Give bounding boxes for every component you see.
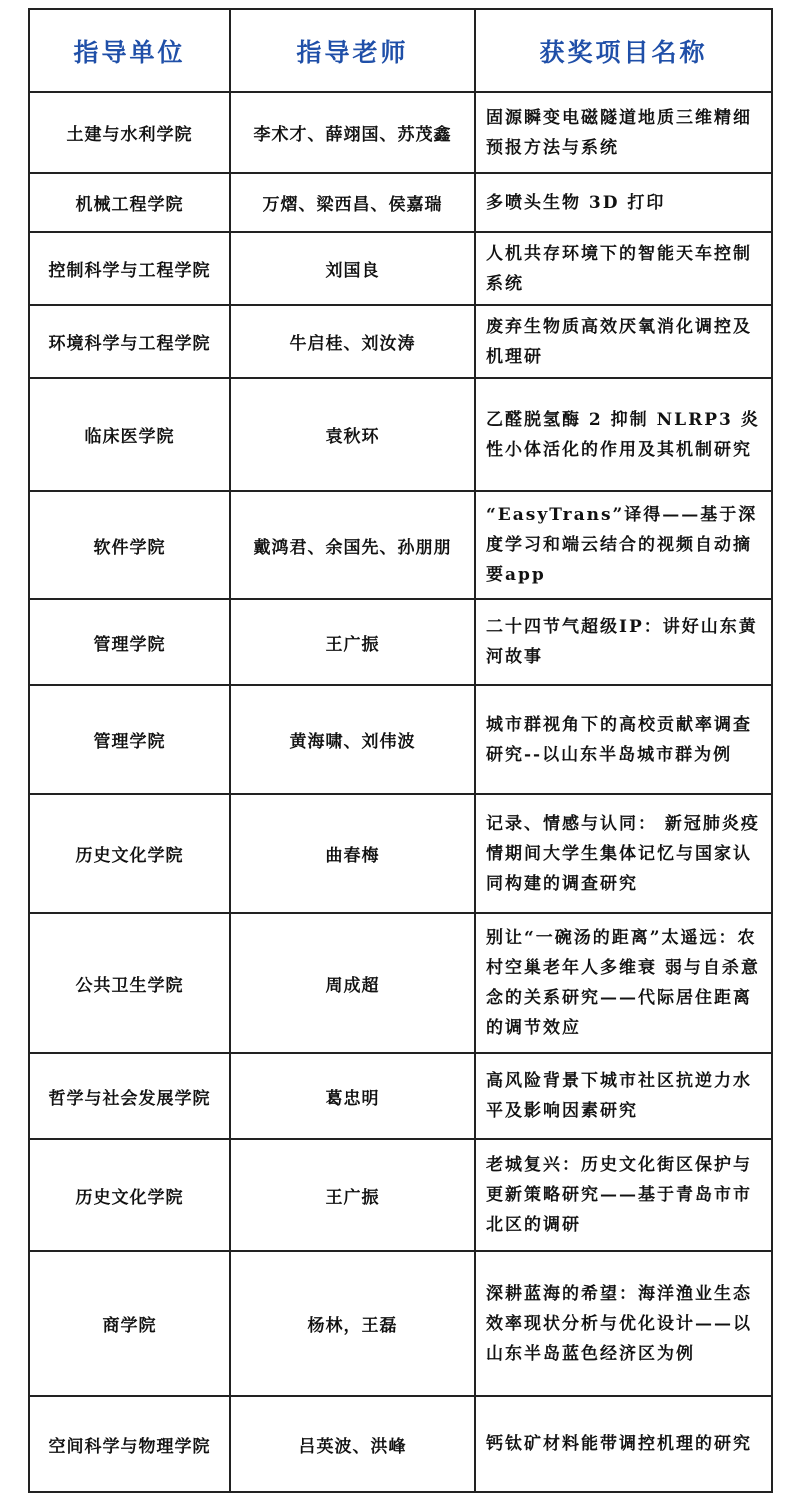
project-cell: 钙钛矿材料能带调控机理的研究 [475,1396,772,1492]
table-row [29,913,772,1053]
project-cell: 废弃生物质高效厌氧消化调控及机理研 [475,305,772,378]
project-cell: 别让“一碗汤的距离”太遥远：农村空巢老年人多维衰 弱与自杀意念的关系研究——代际居住距离的调节效应 [475,913,772,1053]
teacher-cell: 袁秋环 [230,378,475,491]
project-cell: 多喷头生物 3D 打印 [475,173,772,232]
project-cell: 高风险背景下城市社区抗逆力水平及影响因素研究 [475,1053,772,1139]
unit-cell: 公共卫生学院 [29,913,230,1053]
project-cell: “EasyTrans”译得——基于深度学习和端云结合的视频自动摘要app [475,491,772,599]
unit-cell: 软件学院 [29,491,230,599]
unit-cell: 管理学院 [29,685,230,794]
project-cell: 人机共存环境下的智能天车控制系统 [475,232,772,305]
table-row [29,491,772,599]
unit-cell: 机械工程学院 [29,173,230,232]
teacher-cell: 牛启桂、刘汝涛 [230,305,475,378]
table-row [29,685,772,794]
project-cell: 记录、情感与认同： 新冠肺炎疫情期间大学生集体记忆与国家认同构建的调查研究 [475,794,772,913]
teacher-cell: 万熠、梁西昌、侯嘉瑞 [230,173,475,232]
unit-cell: 商学院 [29,1251,230,1396]
table-row [29,1053,772,1139]
table-row [29,378,772,491]
awards-table [28,8,773,1493]
unit-cell: 哲学与社会发展学院 [29,1053,230,1139]
unit-cell: 土建与水利学院 [29,92,230,173]
teacher-cell: 王广振 [230,599,475,685]
unit-cell: 历史文化学院 [29,794,230,913]
table-row [29,305,772,378]
teacher-cell: 周成超 [230,913,475,1053]
teacher-cell: 王广振 [230,1139,475,1251]
teacher-cell: 葛忠明 [230,1053,475,1139]
project-cell: 二十四节气超级IP：讲好山东黄河故事 [475,599,772,685]
unit-cell: 管理学院 [29,599,230,685]
table-row [29,599,772,685]
table-row [29,1251,772,1396]
table-row [29,173,772,232]
teacher-cell: 戴鸿君、余国先、孙朋朋 [230,491,475,599]
table-row [29,1396,772,1492]
project-cell: 固源瞬变电磁隧道地质三维精细预报方法与系统 [475,92,772,173]
unit-cell: 空间科学与物理学院 [29,1396,230,1492]
unit-cell: 临床医学院 [29,378,230,491]
teacher-cell: 曲春梅 [230,794,475,913]
project-cell: 乙醛脱氢酶 2 抑制 NLRP3 炎性小体活化的作用及其机制研究 [475,378,772,491]
table-row [29,794,772,913]
teacher-cell: 黄海啸、刘伟波 [230,685,475,794]
table-row [29,232,772,305]
header-project: 获奖项目名称 [475,9,772,92]
header-teacher: 指导老师 [230,9,475,92]
teacher-cell: 吕英波、洪峰 [230,1396,475,1492]
table-row [29,1139,772,1251]
unit-cell: 环境科学与工程学院 [29,305,230,378]
project-cell: 城市群视角下的高校贡献率调查研究--以山东半岛城市群为例 [475,685,772,794]
teacher-cell: 李术才、薛翊国、苏茂鑫 [230,92,475,173]
unit-cell: 历史文化学院 [29,1139,230,1251]
header-row [29,9,772,92]
project-cell: 老城复兴：历史文化街区保护与更新策略研究——基于青岛市市北区的调研 [475,1139,772,1251]
header-unit: 指导单位 [29,9,230,92]
teacher-cell: 刘国良 [230,232,475,305]
table-row [29,92,772,173]
unit-cell: 控制科学与工程学院 [29,232,230,305]
teacher-cell: 杨林，王磊 [230,1251,475,1396]
project-cell: 深耕蓝海的希望：海洋渔业生态效率现状分析与优化设计——以山东半岛蓝色经济区为例 [475,1251,772,1396]
